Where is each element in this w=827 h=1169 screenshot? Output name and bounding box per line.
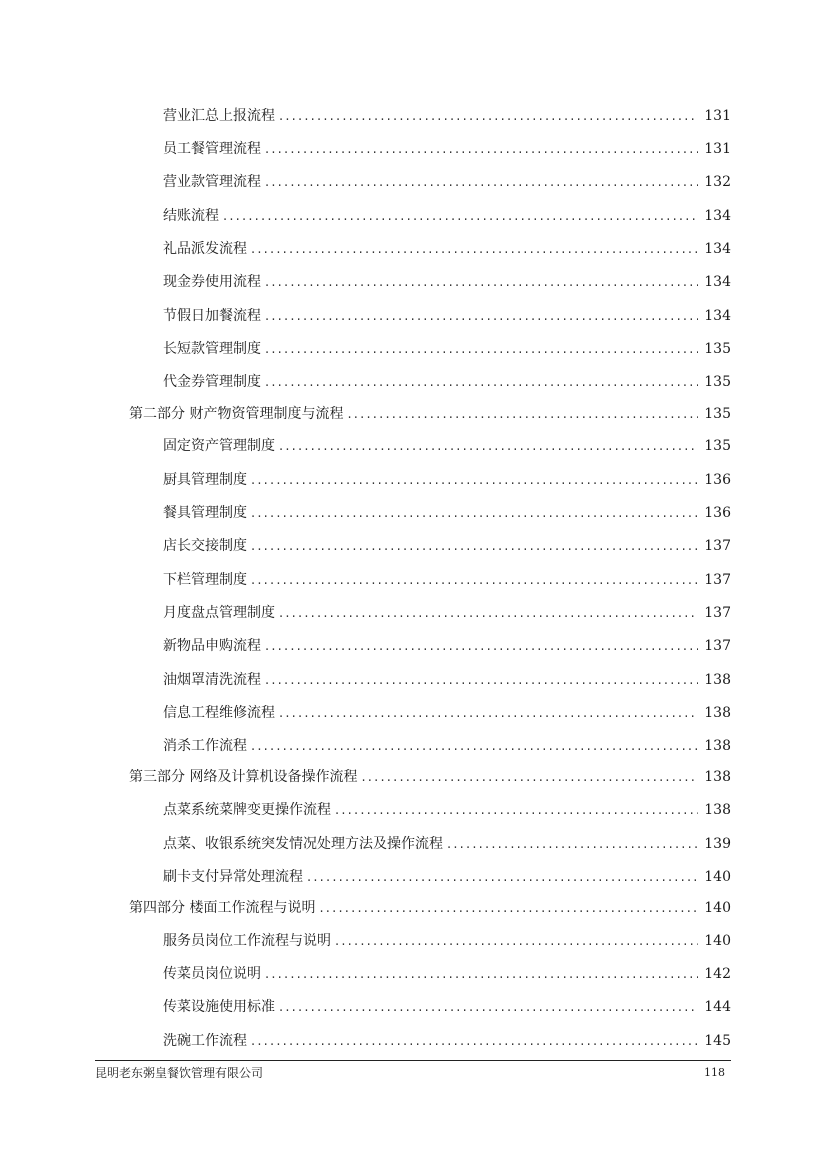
toc-section-title: 第四部分 楼面工作流程与说明	[129, 900, 316, 916]
toc-entry-page: 137	[704, 538, 731, 554]
toc-dot-leader	[279, 603, 698, 625]
toc-dot-leader	[265, 670, 698, 692]
toc-entry[interactable]	[163, 535, 731, 557]
toc-entry-page: 136	[704, 505, 731, 521]
toc-entry-page: 131	[704, 108, 731, 124]
toc-dot-leader	[265, 172, 698, 194]
toc-entry[interactable]	[163, 833, 731, 855]
toc-entry-page: 134	[704, 274, 731, 290]
toc-entry-page: 140	[704, 900, 731, 916]
toc-entry-title: 点菜、收银系统突发情况处理方法及操作流程	[163, 836, 443, 852]
toc-entry-page: 140	[704, 869, 731, 885]
toc-entry-title: 营业款管理流程	[163, 174, 261, 190]
toc-entry[interactable]	[163, 735, 731, 757]
toc-entry[interactable]	[163, 602, 731, 624]
toc-entry-page: 138	[704, 672, 731, 688]
toc-entry[interactable]	[163, 435, 731, 457]
toc-entry[interactable]	[163, 271, 731, 293]
toc-dot-leader	[279, 436, 698, 458]
toc-entry-page: 142	[704, 966, 731, 982]
toc-entry-title: 点菜系统菜牌变更操作流程	[163, 802, 331, 818]
toc-dot-leader	[251, 239, 698, 261]
toc-entry-page: 131	[704, 141, 731, 157]
toc-dot-leader	[223, 206, 698, 228]
toc-entry-title: 厨具管理制度	[163, 472, 247, 488]
toc-entry-title: 员工餐管理流程	[163, 141, 261, 157]
toc-entry-page: 134	[704, 308, 731, 324]
toc-entry[interactable]	[163, 996, 731, 1018]
toc-dot-leader	[251, 570, 698, 592]
toc-dot-leader	[347, 404, 698, 426]
toc-entry-title: 营业汇总上报流程	[163, 108, 275, 124]
toc-entry-page: 138	[704, 769, 731, 785]
toc-entry[interactable]	[163, 1030, 731, 1052]
toc-entry-title: 新物品申购流程	[163, 638, 261, 654]
toc-entry-title: 结账流程	[163, 208, 219, 224]
footer-page-number: 118	[704, 1066, 725, 1079]
toc-dot-leader	[265, 964, 698, 986]
toc-entry-page: 135	[704, 341, 731, 357]
toc-entry-page: 139	[704, 836, 731, 852]
toc-dot-leader	[251, 536, 698, 558]
toc-entry-page: 144	[704, 999, 731, 1015]
toc-dot-leader	[251, 736, 698, 758]
toc-dot-leader	[447, 834, 698, 856]
toc-dot-leader	[265, 636, 698, 658]
toc-entry[interactable]	[163, 205, 731, 227]
toc-entry[interactable]	[163, 930, 731, 952]
toc-dot-leader	[251, 1031, 698, 1053]
toc-entry[interactable]	[163, 866, 731, 888]
toc-entry-title: 店长交接制度	[163, 538, 247, 554]
toc-entry-page: 134	[704, 208, 731, 224]
toc-entry[interactable]	[163, 963, 731, 985]
toc-dot-leader	[279, 703, 698, 725]
toc-entry-page: 140	[704, 933, 731, 949]
toc-entry[interactable]	[163, 502, 731, 524]
toc-entry-title: 消杀工作流程	[163, 738, 247, 754]
toc-entry[interactable]	[163, 569, 731, 591]
toc-entry-title: 现金券使用流程	[163, 274, 261, 290]
toc-section-title: 第二部分 财产物资管理制度与流程	[129, 406, 344, 422]
toc-entry-page: 136	[704, 472, 731, 488]
toc-dot-leader	[319, 898, 698, 920]
toc-entry-title: 下栏管理制度	[163, 572, 247, 588]
toc-section-title: 第三部分 网络及计算机设备操作流程	[129, 769, 358, 785]
toc-entry-title: 长短款管理制度	[163, 341, 261, 357]
toc-entry-page: 137	[704, 572, 731, 588]
toc-dot-leader	[265, 139, 698, 161]
footer-divider	[95, 1060, 731, 1061]
toc-dot-leader	[251, 470, 698, 492]
toc-entry-title: 节假日加餐流程	[163, 308, 261, 324]
toc-entry[interactable]	[163, 238, 731, 260]
toc-entry[interactable]	[163, 138, 731, 160]
toc-entry-page: 138	[704, 802, 731, 818]
footer-company-name: 昆明老东粥皇餐饮管理有限公司	[95, 1066, 264, 1080]
toc-entry-title: 传菜设施使用标准	[163, 999, 275, 1015]
toc-entry-page: 132	[704, 174, 731, 190]
toc-entry[interactable]	[163, 305, 731, 327]
toc-dot-leader	[279, 997, 698, 1019]
toc-entry-title: 代金券管理制度	[163, 374, 261, 390]
toc-entry[interactable]	[163, 371, 731, 393]
toc-entry-title: 礼品派发流程	[163, 241, 247, 257]
toc-entry-title: 月度盘点管理制度	[163, 605, 275, 621]
toc-section-entry[interactable]	[129, 897, 731, 919]
toc-dot-leader	[265, 372, 698, 394]
toc-entry-page: 145	[704, 1033, 731, 1049]
toc-entry-page: 137	[704, 638, 731, 654]
toc-entry-page: 134	[704, 241, 731, 257]
toc-entry-title: 刷卡支付异常处理流程	[163, 869, 303, 885]
toc-section-entry[interactable]	[129, 403, 731, 425]
toc-dot-leader	[335, 800, 698, 822]
toc-entry-title: 洗碗工作流程	[163, 1033, 247, 1049]
toc-entry-page: 138	[704, 738, 731, 754]
toc-dot-leader	[265, 339, 698, 361]
toc-entry-page: 135	[704, 406, 731, 422]
toc-entry[interactable]	[163, 171, 731, 193]
toc-dot-leader	[251, 503, 698, 525]
toc-dot-leader	[335, 931, 698, 953]
toc-entry[interactable]	[163, 469, 731, 491]
toc-dot-leader	[265, 306, 698, 328]
toc-entry[interactable]	[163, 338, 731, 360]
toc-entry-title: 餐具管理制度	[163, 505, 247, 521]
toc-entry[interactable]	[163, 635, 731, 657]
toc-section-entry[interactable]	[129, 766, 731, 788]
toc-dot-leader	[265, 272, 698, 294]
toc-entry[interactable]	[163, 669, 731, 691]
toc-entry[interactable]	[163, 105, 731, 127]
toc-dot-leader	[307, 867, 698, 889]
toc-entry-title: 服务员岗位工作流程与说明	[163, 933, 331, 949]
toc-entry-page: 137	[704, 605, 731, 621]
toc-entry[interactable]	[163, 702, 731, 724]
toc-entry-title: 传菜员岗位说明	[163, 966, 261, 982]
toc-entry-page: 138	[704, 705, 731, 721]
toc-entry-title: 固定资产管理制度	[163, 438, 275, 454]
toc-dot-leader	[279, 106, 698, 128]
toc-entry-title: 信息工程维修流程	[163, 705, 275, 721]
toc-entry-title: 油烟罩清洗流程	[163, 672, 261, 688]
toc-entry-page: 135	[704, 438, 731, 454]
toc-dot-leader	[361, 767, 698, 789]
toc-entry[interactable]	[163, 799, 731, 821]
toc-entry-page: 135	[704, 374, 731, 390]
